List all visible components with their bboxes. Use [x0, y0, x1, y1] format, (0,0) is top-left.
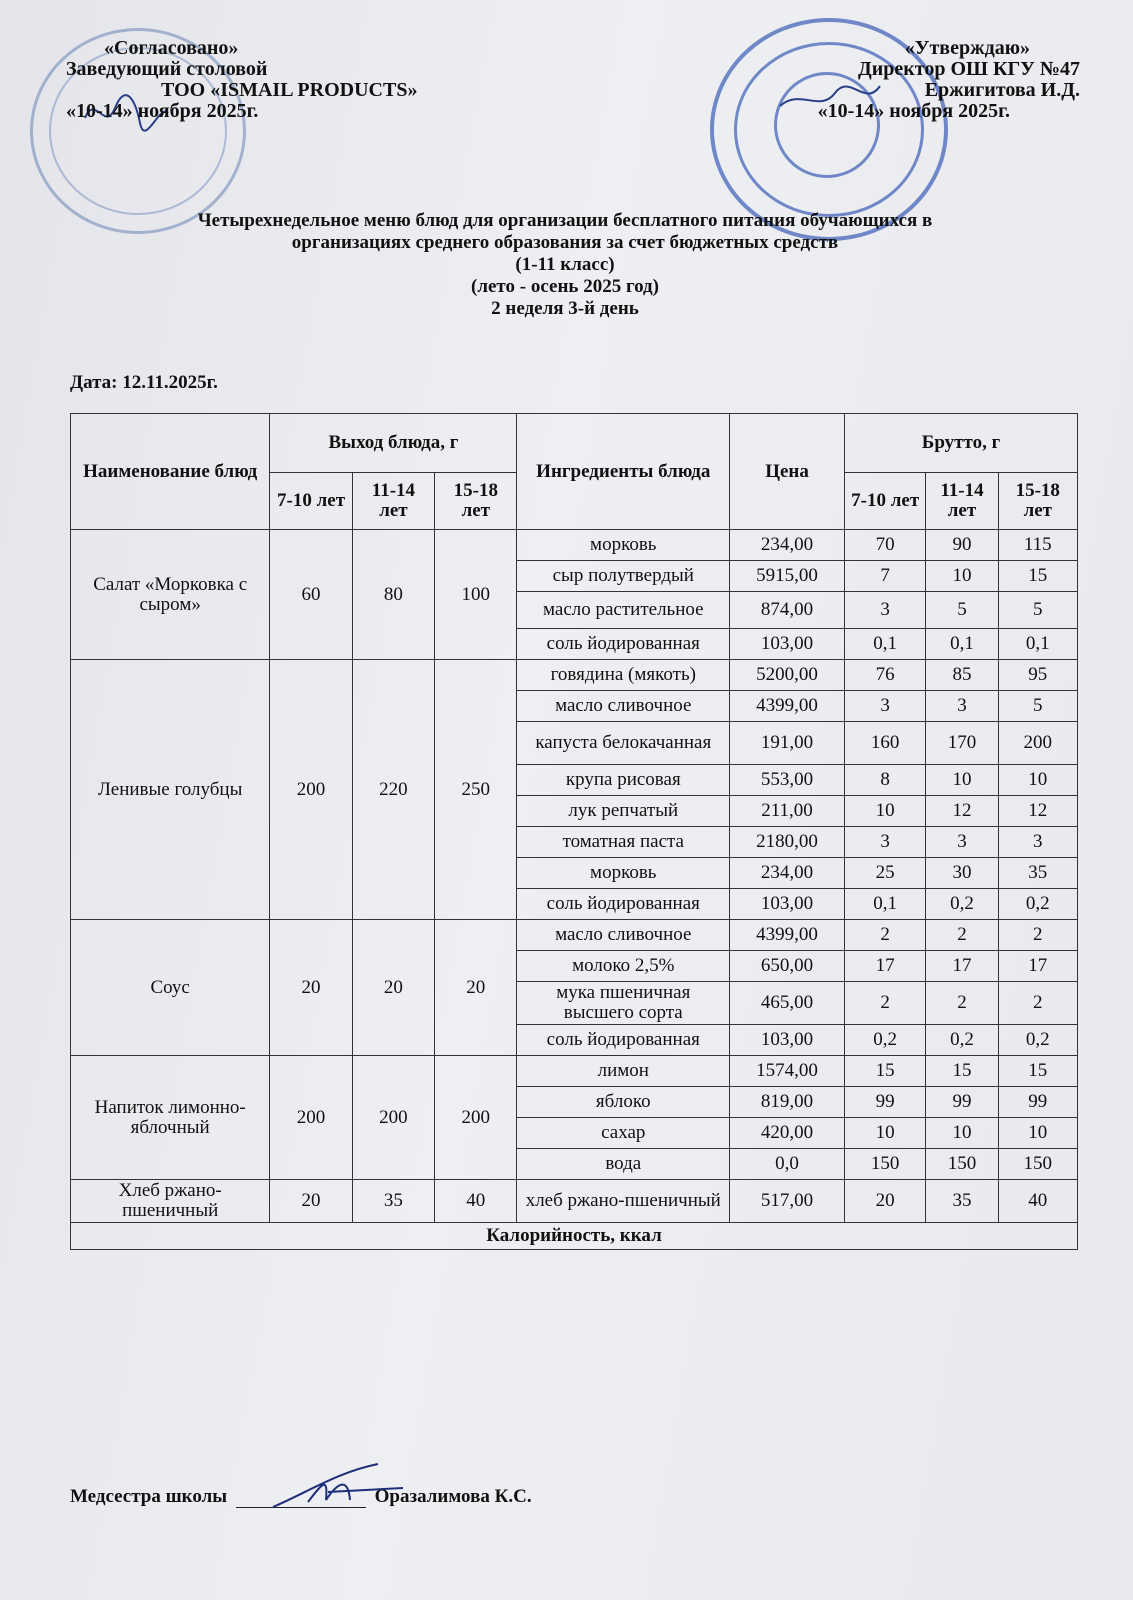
ingredient-gross-cell: 5	[998, 592, 1077, 629]
ingredient-gross-cell: 90	[926, 530, 998, 561]
ingredient-gross-cell: 2	[845, 920, 926, 951]
ingredient-gross-cell: 0,2	[998, 1025, 1077, 1056]
ingredient-gross-cell: 99	[845, 1087, 926, 1118]
ingredient-gross-cell: 10	[926, 765, 998, 796]
ingredient-gross-cell: 35	[998, 858, 1077, 889]
header-output-age-1: 7-10 лет	[270, 473, 352, 530]
dish-output-cell: 200	[352, 1056, 434, 1180]
ingredient-gross-cell: 0,2	[998, 889, 1077, 920]
ingredient-gross-cell: 7	[845, 561, 926, 592]
ingredient-gross-cell: 25	[845, 858, 926, 889]
signature-nurse-icon	[268, 1462, 408, 1512]
document-title	[60, 210, 1070, 320]
ingredient-name-cell: лук репчатый	[517, 796, 730, 827]
approval-right-line3: Ержигитова И.Д.	[924, 79, 1080, 101]
ingredient-name-cell: морковь	[517, 530, 730, 561]
ingredient-name-cell: молоко 2,5%	[517, 951, 730, 982]
ingredient-gross-cell: 170	[926, 722, 998, 765]
ingredient-gross-cell: 15	[926, 1056, 998, 1087]
approval-left-line2: Заведующий столовой	[66, 58, 268, 80]
dish-output-cell: 20	[270, 1180, 352, 1223]
ingredient-gross-cell: 2	[998, 920, 1077, 951]
ingredient-price-cell: 191,00	[730, 722, 845, 765]
title-line2: организациях среднего образования за счет бюджетных средств	[291, 232, 839, 253]
ingredient-price-cell: 465,00	[730, 982, 845, 1025]
title-line1: Четырехнедельное меню блюд для организации бесплатного питания обучающихся в	[197, 210, 933, 231]
ingredient-name-cell: соль йодированная	[517, 1025, 730, 1056]
ingredient-price-cell: 4399,00	[730, 920, 845, 951]
ingredient-name-cell: морковь	[517, 858, 730, 889]
table-row	[71, 920, 1078, 951]
ingredient-gross-cell: 3	[845, 592, 926, 629]
dish-name-cell: Напиток лимонно-яблочный	[71, 1056, 270, 1180]
ingredient-price-cell: 103,00	[730, 1025, 845, 1056]
ingredient-price-cell: 234,00	[730, 530, 845, 561]
ingredient-gross-cell: 12	[998, 796, 1077, 827]
ingredient-name-cell: лимон	[517, 1056, 730, 1087]
ingredient-price-cell: 103,00	[730, 629, 845, 660]
ingredient-gross-cell: 40	[998, 1180, 1077, 1223]
header-dish-name: Наименование блюд	[71, 414, 270, 530]
ingredient-price-cell: 5200,00	[730, 660, 845, 691]
dish-output-cell: 250	[435, 660, 517, 920]
dish-name-cell: Салат «Морковка с сыром»	[71, 530, 270, 660]
dish-output-cell: 100	[435, 530, 517, 660]
ingredient-gross-cell: 115	[998, 530, 1077, 561]
table-row	[71, 530, 1078, 561]
ingredient-gross-cell: 10	[926, 1118, 998, 1149]
approval-left-line4: «10-14» ноября 2025г.	[66, 100, 259, 122]
ingredient-gross-cell: 0,1	[845, 889, 926, 920]
ingredient-gross-cell: 99	[926, 1087, 998, 1118]
dish-output-cell: 200	[270, 660, 352, 920]
dish-output-cell: 40	[435, 1180, 517, 1223]
ingredient-name-cell: сыр полутвердый	[517, 561, 730, 592]
ingredient-gross-cell: 35	[926, 1180, 998, 1223]
table-row	[71, 1056, 1078, 1087]
ingredient-gross-cell: 15	[998, 561, 1077, 592]
header-output-age-2: 11-14 лет	[352, 473, 434, 530]
title-line3: (1-11 класс)	[515, 254, 615, 275]
ingredient-gross-cell: 15	[998, 1056, 1077, 1087]
ingredient-gross-cell: 5	[926, 592, 998, 629]
title-line4: (лето - осень 2025 год)	[471, 276, 659, 297]
ingredient-price-cell: 650,00	[730, 951, 845, 982]
ingredient-price-cell: 4399,00	[730, 691, 845, 722]
ingredient-gross-cell: 12	[926, 796, 998, 827]
ingredient-name-cell: яблоко	[517, 1087, 730, 1118]
menu-date: Дата: 12.11.2025г.	[70, 372, 218, 393]
dish-output-cell: 80	[352, 530, 434, 660]
ingredient-gross-cell: 2	[926, 920, 998, 951]
ingredient-price-cell: 420,00	[730, 1118, 845, 1149]
ingredient-price-cell: 234,00	[730, 858, 845, 889]
ingredient-gross-cell: 3	[926, 691, 998, 722]
ingredient-name-cell: соль йодированная	[517, 629, 730, 660]
ingredient-price-cell: 211,00	[730, 796, 845, 827]
footer-name: Оразалимова К.С.	[374, 1486, 532, 1507]
dish-name-cell: Хлеб ржано-пшеничный	[71, 1180, 270, 1223]
dish-output-cell: 200	[435, 1056, 517, 1180]
dish-output-cell: 35	[352, 1180, 434, 1223]
table-row	[71, 1180, 1078, 1223]
dish-name-cell: Соус	[71, 920, 270, 1056]
header-price: Цена	[730, 414, 845, 530]
approval-block-left	[66, 38, 486, 122]
ingredient-gross-cell: 5	[998, 691, 1077, 722]
ingredient-gross-cell: 160	[845, 722, 926, 765]
ingredient-gross-cell: 150	[926, 1149, 998, 1180]
dish-name-cell: Ленивые голубцы	[71, 660, 270, 920]
menu-table	[70, 413, 1078, 1250]
ingredient-gross-cell: 0,1	[926, 629, 998, 660]
ingredient-price-cell: 5915,00	[730, 561, 845, 592]
header-gross-age-2: 11-14 лет	[926, 473, 998, 530]
dish-output-cell: 20	[270, 920, 352, 1056]
ingredient-gross-cell: 2	[926, 982, 998, 1025]
dish-output-cell: 200	[270, 1056, 352, 1180]
ingredient-price-cell: 517,00	[730, 1180, 845, 1223]
ingredient-gross-cell: 0,2	[926, 1025, 998, 1056]
ingredient-gross-cell: 3	[845, 691, 926, 722]
ingredient-gross-cell: 2	[845, 982, 926, 1025]
dish-output-cell: 60	[270, 530, 352, 660]
header-gross-age-1: 7-10 лет	[845, 473, 926, 530]
menu-table-body	[71, 530, 1078, 1223]
dish-output-cell: 220	[352, 660, 434, 920]
ingredient-gross-cell: 10	[845, 796, 926, 827]
ingredient-gross-cell: 17	[845, 951, 926, 982]
ingredient-gross-cell: 0,1	[845, 629, 926, 660]
ingredient-name-cell: томатная паста	[517, 827, 730, 858]
ingredient-gross-cell: 15	[845, 1056, 926, 1087]
ingredient-gross-cell: 30	[926, 858, 998, 889]
approval-right-line2: Директор ОШ КГУ №47	[857, 58, 1080, 80]
ingredient-price-cell: 2180,00	[730, 827, 845, 858]
ingredient-gross-cell: 150	[998, 1149, 1077, 1180]
approval-block-right	[780, 38, 1080, 122]
ingredient-gross-cell: 85	[926, 660, 998, 691]
ingredient-gross-cell: 70	[845, 530, 926, 561]
ingredient-name-cell: капуста белокачанная	[517, 722, 730, 765]
ingredient-gross-cell: 200	[998, 722, 1077, 765]
ingredient-price-cell: 553,00	[730, 765, 845, 796]
ingredient-name-cell: масло растительное	[517, 592, 730, 629]
ingredient-gross-cell: 150	[845, 1149, 926, 1180]
title-line5: 2 неделя 3-й день	[491, 298, 639, 319]
ingredient-name-cell: сахар	[517, 1118, 730, 1149]
ingredient-gross-cell: 76	[845, 660, 926, 691]
header-output: Выход блюда, г	[270, 414, 517, 473]
ingredient-gross-cell: 8	[845, 765, 926, 796]
ingredient-gross-cell: 0,2	[845, 1025, 926, 1056]
dish-output-cell: 20	[352, 920, 434, 1056]
header-ingredients: Ингредиенты блюда	[517, 414, 730, 530]
ingredient-price-cell: 103,00	[730, 889, 845, 920]
ingredient-gross-cell: 10	[845, 1118, 926, 1149]
ingredient-name-cell: хлеб ржано-пшеничный	[517, 1180, 730, 1223]
ingredient-name-cell: масло сливочное	[517, 920, 730, 951]
ingredient-gross-cell: 3	[845, 827, 926, 858]
ingredient-name-cell: крупа рисовая	[517, 765, 730, 796]
ingredient-price-cell: 0,0	[730, 1149, 845, 1180]
ingredient-price-cell: 1574,00	[730, 1056, 845, 1087]
ingredient-gross-cell: 0,2	[926, 889, 998, 920]
ingredient-gross-cell: 10	[926, 561, 998, 592]
ingredient-gross-cell: 20	[845, 1180, 926, 1223]
ingredient-name-cell: соль йодированная	[517, 889, 730, 920]
ingredient-gross-cell: 2	[998, 982, 1077, 1025]
footer-role: Медсестра школы	[70, 1486, 228, 1507]
ingredient-price-cell: 874,00	[730, 592, 845, 629]
ingredient-name-cell: масло сливочное	[517, 691, 730, 722]
ingredient-gross-cell: 10	[998, 1118, 1077, 1149]
dish-output-cell: 20	[435, 920, 517, 1056]
calories-row: Калорийность, ккал	[71, 1223, 1078, 1250]
ingredient-price-cell: 819,00	[730, 1087, 845, 1118]
approval-right-line1: «Утверждаю»	[904, 37, 1030, 59]
ingredient-gross-cell: 0,1	[998, 629, 1077, 660]
header-output-age-3: 15-18 лет	[435, 473, 517, 530]
ingredient-gross-cell: 10	[998, 765, 1077, 796]
ingredient-name-cell: вода	[517, 1149, 730, 1180]
ingredient-name-cell: говядина (мякоть)	[517, 660, 730, 691]
approval-left-line1: «Согласовано»	[104, 37, 239, 59]
approval-right-line4: «10-14» ноября 2025г.	[817, 100, 1010, 122]
approval-left-line3: ТОО «ISMAIL PRODUCTS»	[161, 79, 418, 101]
ingredient-gross-cell: 17	[998, 951, 1077, 982]
ingredient-gross-cell: 3	[926, 827, 998, 858]
ingredient-gross-cell: 17	[926, 951, 998, 982]
header-gross: Брутто, г	[845, 414, 1078, 473]
ingredient-gross-cell: 95	[998, 660, 1077, 691]
table-row	[71, 660, 1078, 691]
ingredient-gross-cell: 3	[998, 827, 1077, 858]
ingredient-gross-cell: 99	[998, 1087, 1077, 1118]
ingredient-name-cell: мука пшеничная высшего сорта	[517, 982, 730, 1025]
header-gross-age-3: 15-18 лет	[998, 473, 1077, 530]
